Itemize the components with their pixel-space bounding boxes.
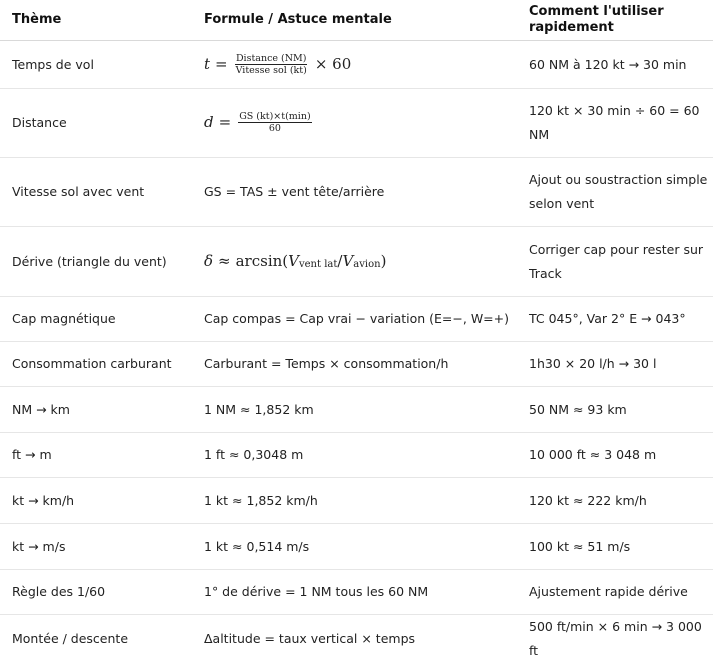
formula-cell: Δaltitude = taux vertical × temps [204,631,416,646]
math-function: arcsin( [235,251,289,270]
formula-cell: 1 ft ≈ 0,3048 m [192,433,517,478]
theme-cell: Temps de vol [0,41,192,89]
math-op: ≈ [218,251,231,270]
usage-cell: 50 NM ≈ 93 km [517,387,713,433]
math-var: d [204,113,214,131]
math-subscript: vent lat [298,259,338,270]
usage-cell: 120 kt × 30 min ÷ 60 = 60 NM [517,89,713,158]
formula-cell: 1 kt ≈ 0,514 m/s [192,524,517,570]
math-op: = [215,54,228,73]
fraction-numerator: GS (kt)×t(min) [239,111,311,122]
theme-cell: NM → km [0,387,192,433]
math-fraction [238,111,311,134]
table-row [0,41,713,89]
table-row [0,615,713,664]
math-subscript: avion [353,259,381,270]
usage-cell: 120 kt ≈ 222 km/h [517,478,713,524]
formula-cell: 1 kt ≈ 1,852 km/h [192,478,517,524]
theme-cell: Dérive (triangle du vent) [0,227,192,297]
theme-cell: Cap magnétique [0,297,192,342]
table-header-row [0,0,713,41]
theme-cell: Vitesse sol avec vent [0,158,192,227]
table-row [0,387,713,433]
table-row [0,297,713,342]
usage-cell: Ajout ou soustraction simple selon vent [517,158,713,227]
table-row [0,570,713,615]
usage-cell: Corriger cap pour rester sur Track [517,227,713,297]
math-tail: × 60 [314,54,352,73]
math-fraction [235,53,308,76]
usage-cell: 500 ft/min × 6 min → 3 000 ft [529,619,702,658]
usage-cell: 100 kt ≈ 51 m/s [517,524,713,570]
table-row [0,342,713,387]
math-var: δ [204,251,214,270]
fraction-numerator: Distance (NM) [235,52,307,64]
table-row [0,158,713,227]
math-var: V [288,251,299,270]
theme-cell: ft → m [0,433,192,478]
usage-cell: TC 045°, Var 2° E → 043° [517,297,713,342]
header-formula: Formule / Astuce mentale [192,0,517,41]
usage-cell: 1h30 × 20 l/h → 30 l [517,342,713,387]
math-op: = [218,113,232,131]
theme-cell: Montée / descente [12,631,129,646]
theme-cell: Distance [0,89,192,158]
formula-distance [204,111,314,134]
table-row [0,227,713,297]
fraction-denominator: 60 [268,123,281,134]
formula-cell: Carburant = Temps × consommation/h [192,342,517,387]
theme-cell: kt → km/h [0,478,192,524]
formula-drift [204,251,387,270]
formula-flight-time [204,53,351,76]
formula-cell: GS = TAS ± vent tête/arrière [192,158,517,227]
formula-cell [192,41,517,89]
theme-cell: kt → m/s [0,524,192,570]
math-op: / [337,251,343,270]
usage-cell: 60 NM à 120 kt → 30 min [517,41,713,89]
math-paren: ) [380,251,387,270]
table-row [0,478,713,524]
formula-cell: 1 NM ≈ 1,852 km [192,387,517,433]
table-row [0,524,713,570]
table-row [0,433,713,478]
usage-cell: 10 000 ft ≈ 3 048 m [517,433,713,478]
theme-cell: Consommation carburant [0,342,192,387]
formula-cell: Cap compas = Cap vrai − variation (E=−, W=+) [192,297,517,342]
math-var: t [204,54,211,73]
fraction-denominator: Vitesse sol (kt) [235,64,307,76]
formula-cell: 1° de dérive = 1 NM tous les 60 NM [192,570,517,615]
header-usage: Comment l'utiliser rapidement [517,0,713,41]
usage-cell: Ajustement rapide dérive [517,570,713,615]
table-row [0,89,713,158]
formula-cell [192,89,517,158]
header-theme: Thème [0,0,192,41]
math-var: V [342,251,354,270]
formula-cell [192,227,517,297]
theme-cell: Règle des 1/60 [0,570,192,615]
